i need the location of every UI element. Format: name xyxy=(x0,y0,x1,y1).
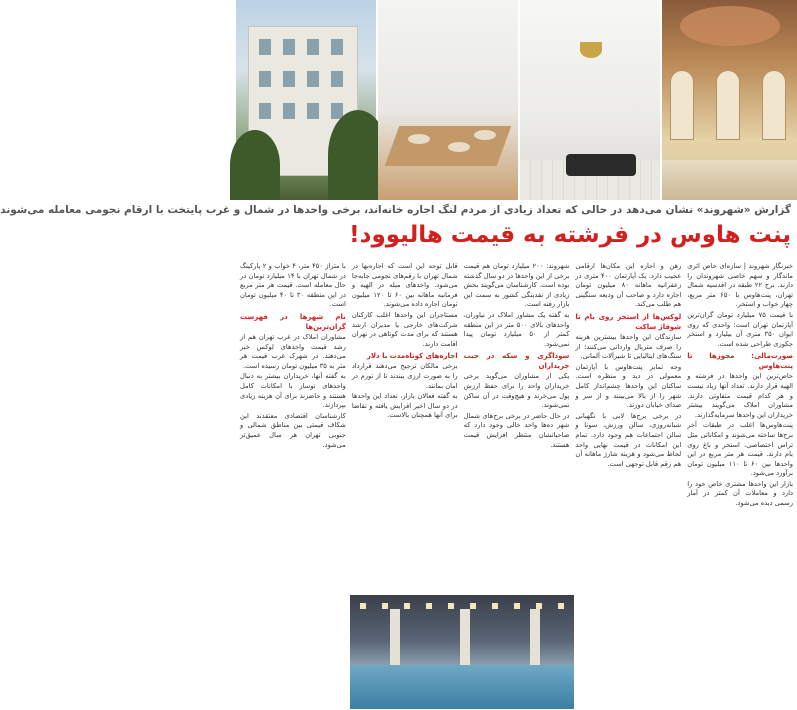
column-1 xyxy=(687,262,793,708)
photo-living-room-rug xyxy=(378,0,518,200)
paragraph: قابل توجه این است که اجاره‌بها در شمال تهران با رقم‌های نجومی جابه‌جا می‌شود. واحدهای مبله در الهیه و فرمانیه ماهانه بین ۶۰ تا ۱۲۰ میلیون تومان اجاره داده می‌شوند. xyxy=(351,262,458,309)
paragraph: کارشناسان اقتصادی معتقدند این شکاف قیمتی بین مناطق شمالی و جنوبی تهران هر سال عمیق‌تر می‌شود. xyxy=(240,411,346,449)
paragraph: در حال حاضر در برخی برج‌های شمال شهر ده‌ها واحد خالی وجود دارد که صاحبانشان منتظر افزایش قیمت هستند. xyxy=(463,411,570,449)
subheading: سوداگری و سکه در جیب خریداران xyxy=(463,352,570,371)
paragraph: خاص‌ترین این واحدها در فرشته و الهیه قرار دارند. تعداد آنها زیاد نیست و هر کدام قیمت متفاوتی دارند. مشاوران املاک می‌گویند بیشتر خریداران این واحدها سرمایه‌گذارند. xyxy=(687,372,793,419)
paragraph: برخی مالکان ترجیح می‌دهند قرارداد را به صورت ارزی ببندند تا از تورم در امان بمانند. xyxy=(351,362,458,390)
paragraph: شهروند: ۲۰۰ میلیارد تومان هم قیمت برخی از این واحدها در دو سال گذشته بوده است. کارشناسان می‌گویند بخش زیادی از نقدینگی کشور به سمت این بازار رفته است. xyxy=(463,262,570,309)
paragraph: مستاجران این واحدها اغلب کارکنان شرکت‌های خارجی یا مدیران ارشد هستند که برای مدت کوتاهی در تهران اقامت دارند. xyxy=(351,310,458,348)
paragraph: سازندگان این واحدها بیشترین هزینه را صرف متریال وارداتی می‌کنند؛ از سنگ‌های ایتالیایی تا شیرآلات آلمانی. xyxy=(575,332,682,361)
paragraph: رهن و اجاره این مکان‌ها ارقامی عجیب دارد. یک آپارتمان ۴۰۰ متری در زعفرانیه ماهانه ۸۰ میلیون تومان اجاره دارد و صاحب آن ودیعه سنگینی هم طلب می‌کند. xyxy=(575,262,682,309)
photo-building-exterior xyxy=(236,0,376,200)
paragraph: وجه تمایز پنت‌هاوس با آپارتمان معمولی در دید و منظره است. ساکنان این واحدها چشم‌انداز کامل شهر را از بالا می‌بینند و از سر و صدای خیابان دورند. xyxy=(575,362,682,410)
photo-strip xyxy=(236,0,797,200)
paragraph: بازار این واحدها مشتری خاص خود را دارد و معاملات آن کمتر در آمار رسمی دیده می‌شود. xyxy=(687,479,793,508)
paragraph: یکی از مشاوران می‌گوید برخی خریداران واحد را برای حفظ ارزش پول می‌خرند و هیچ‌وقت در آن ساکن نمی‌شوند. xyxy=(463,372,570,410)
paragraph: با قیمت ۷۵ میلیارد تومان گران‌ترین آپارتمان تهران است؛ واحدی که روی ایوان ۳۵۰ متری آن بیلیارد و استخر جکوزی طراحی شده است. xyxy=(687,310,793,348)
subheading: صورت‌مالی: مجوزها تا پنت‌هاوس xyxy=(687,352,793,371)
photo-living-room-chandelier xyxy=(520,0,660,200)
column-2 xyxy=(575,262,681,708)
column-5 xyxy=(240,262,346,708)
subheading: اجاره‌های کوتاه‌مدت با دلار xyxy=(366,352,458,361)
paragraph: خبرنگار شهروند | سازه‌ای خاص اثری ماندگار و سهم خاصی شهروندان را دارند. برج ۲۲ طبقه در اقدسیه شمال تهران، پنت‌هاوس با ۶۵۰ متر مربع، چهار خواب و استخر. xyxy=(687,262,793,309)
photo-indoor-pool xyxy=(350,595,574,709)
paragraph: در برخی برج‌ها لابی با نگهبانی شبانه‌روزی، سالن ورزش، سونا و سالن اجتماعات هم وجود دارد. تمام این امکانات در قیمت نهایی واحد لحاظ می‌شود و هزینه شارژ ماهانه آن هم رقم قابل توجهی است. xyxy=(575,411,682,468)
subheading: لوکس‌ها از استخر روی بام تا شوفاژ ساکت xyxy=(575,312,682,331)
article-caption: گزارش «شهروند» نشان می‌دهد در حالی که تعداد زیادی از مردم لنگ اجاره خانه‌اند، برخی واحدها در شمال و غرب پایتخت با ارقام نجومی معامله می‌شوند xyxy=(0,204,791,216)
paragraph: به گفته فعالان بازار، تعداد این واحدها در دو سال اخیر افزایش یافته و تقاضا برای آنها همچنان بالاست. xyxy=(351,392,458,420)
paragraph: به گفته یک مشاور املاک در نیاوران، واحدهای بالای ۵۰۰ متر در این منطقه کمتر از ۵۰ میلیارد تومان پیدا نمی‌شود. xyxy=(463,310,570,348)
paragraph: مشاوران املاک در غرب تهران هم از رشد قیمت واحدهای لوکس خبر می‌دهند. در شهرک غرب قیمت هر متر به ۳۵ میلیون تومان رسیده است. xyxy=(240,332,346,370)
article-headline: پنت هاوس در فرشته به قیمت هالیوود! xyxy=(349,222,791,248)
subheading: نام شهرها در فهرست گران‌ترین‌ها xyxy=(240,312,346,331)
photo-palace-hall xyxy=(662,0,797,200)
paragraph: به گفته آنها، خریداران بیشتر به دنبال واحدهای نوساز با امکانات کامل هستند و حاضرند برای آن هزینه زیادی بپردازند. xyxy=(240,372,346,410)
paragraph: با متراژ ۴۵۰ متر، ۴ خواب و ۲ پارکینگ در شمال تهران با ۱۴ میلیارد تومان در حال معامله است. قیمت هر متر مربع در این منطقه ۳۰ تا ۴۰ میلیون تومان است. xyxy=(240,262,346,309)
paragraph: پنت‌هاوس‌ها اغلب در طبقات آخر برج‌ها ساخته می‌شوند و امکاناتی مثل تراس اختصاصی، استخر و باغ روی بام دارند. قیمت هر متر مربع در این واحدها بین ۶۰ تا ۱۱۰ میلیون تومان برآورد می‌شود. xyxy=(687,421,793,478)
